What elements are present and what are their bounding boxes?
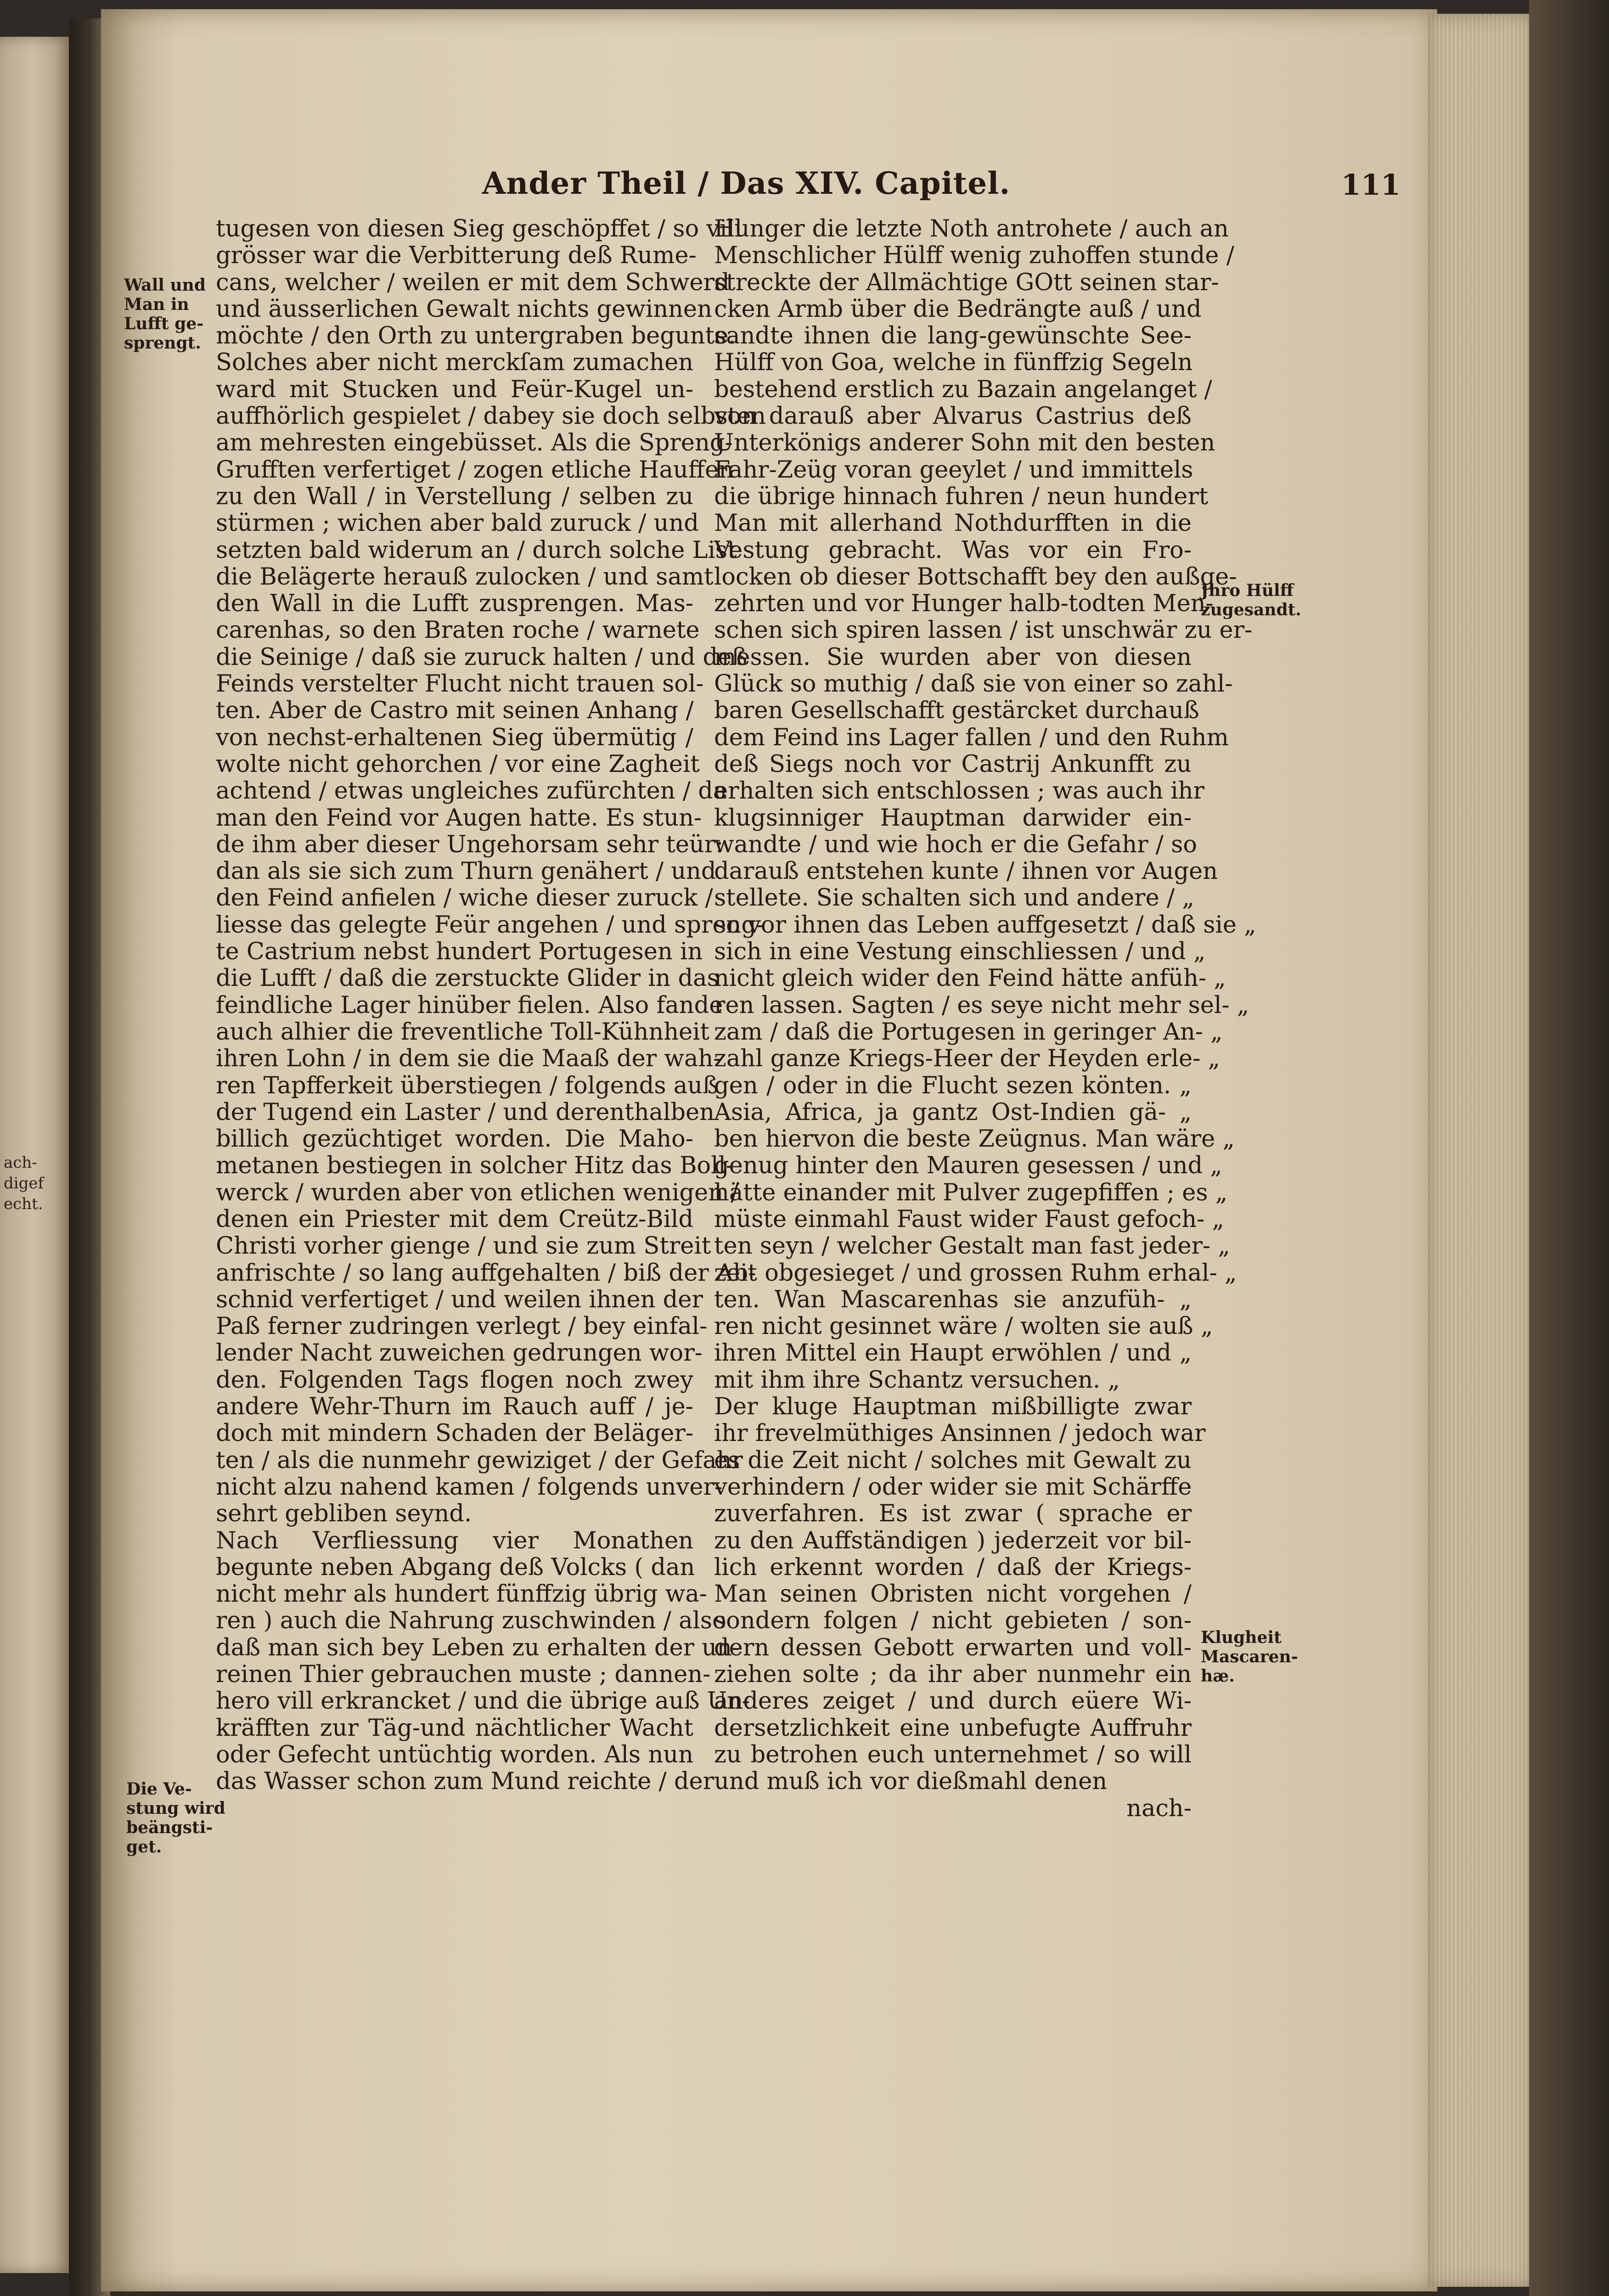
text-line: daß man sich bey Leben zu erhalten der un- — [216, 1634, 740, 1661]
text-line: man den Feind vor Augen hatte. Es stun- — [216, 804, 702, 832]
text-line: genug hinter den Mauren gesessen / und „ — [714, 1152, 1222, 1180]
text-line: die Belägerte herauß zulocken / und samt — [216, 563, 714, 591]
margin-note-line: Jhro Hülff — [1201, 581, 1294, 600]
text-line: reinen Thier gebrauchen muste ; dannen- — [216, 1661, 711, 1688]
text-line: setzten bald widerum an / durch solche List — [216, 536, 737, 564]
text-line: feindliche Lager hinüber fielen. Also fande — [216, 991, 723, 1019]
text-line: gen / oder in die Flucht sezen könten. „ — [714, 1072, 1192, 1099]
text-line: hätte einander mit Pulver zugepfiffen ; es „ — [714, 1179, 1228, 1206]
text-line: dan als sie sich zum Thurn genähert / und — [216, 858, 716, 885]
text-line: auch alhier die freventliche Toll-Kühnheit — [216, 1018, 710, 1046]
text-line: liesse das gelegte Feür angehen / und spreng- — [216, 911, 765, 939]
margin-note-wall — [124, 276, 206, 353]
text-line: den Feind anfielen / wiche dieser zuruck / — [216, 884, 713, 912]
text-line: darauß entstehen kunte / ihnen vor Augen — [714, 858, 1218, 885]
cover-shadow — [1529, 0, 1609, 2296]
text-line: deß Siegs noch vor Castrij Ankunfft zu — [714, 750, 1192, 778]
text-line: den. Folgenden Tags flogen noch zwey — [216, 1366, 693, 1394]
margin-note-line: get. — [126, 1837, 162, 1857]
text-line: streckte der Allmächtige GOtt seinen star- — [714, 269, 1219, 296]
margin-note-line: Lufft ge- — [124, 314, 204, 333]
text-line: und muß ich vor dießmahl denen — [714, 1768, 1108, 1795]
text-line: und äusserlichen Gewalt nichts gewinnen — [216, 295, 712, 323]
text-line: müste einmahl Faust wider Faust gefoch- „ — [714, 1205, 1224, 1233]
text-line: metanen bestiegen in solcher Hitz das Boll- — [216, 1152, 734, 1180]
text-line: zuverfahren. Es ist zwar ( sprache er — [714, 1500, 1192, 1528]
text-line: cans, welcher / weilen er mit dem Schwerd — [216, 269, 730, 296]
text-line: lender Nacht zuweichen gedrungen wor- — [216, 1339, 703, 1367]
text-line: hero vill erkrancket / und die übrige auß Un- — [216, 1688, 750, 1715]
text-line: zehrten und vor Hunger halb-todten Men- — [714, 590, 1214, 618]
text-line: Feinds verstelter Flucht nicht trauen sol- — [216, 670, 704, 698]
text-line: Paß ferner zudringen verlegt / bey einfal- — [216, 1313, 708, 1340]
text-line: es die Zeit nicht / solches mit Gewalt zu — [714, 1446, 1192, 1474]
text-line: Glück so muthig / daß sie von einer so zahl- — [714, 670, 1233, 698]
text-line: von darauß aber Alvarus Castrius deß — [714, 403, 1192, 430]
text-line: das Wasser schon zum Mund reichte / der — [216, 1768, 714, 1795]
text-line: dersetzlichkeit eine unbefugte Auffruhr — [714, 1714, 1192, 1742]
text-line: tugesen von diesen Sieg geschöpffet / so vill — [216, 215, 743, 242]
text-line: Nach Verfliessung vier Monathen — [216, 1527, 693, 1554]
text-line: von nechst-erhaltenen Sieg übermütig / — [216, 724, 693, 751]
text-line: baren Gesellschafft gestärcket durchauß — [714, 697, 1199, 725]
text-line: anfrischte / so lang auffgehalten / biß der Ab- — [216, 1259, 756, 1287]
text-line: ten. Wan Mascarenhas sie anzufüh- „ — [714, 1286, 1192, 1313]
text-line: zu betrohen euch unternehmet / so will — [714, 1741, 1192, 1768]
text-line: am mehresten eingebüsset. Als die Spreng- — [216, 429, 733, 457]
text-line: te Castrium nebst hundert Portugesen in — [216, 938, 703, 966]
text-line: anderes zeiget / und durch eüere Wi- — [714, 1688, 1192, 1715]
text-line: so vor ihnen das Leben auffgesetzt / daß sie „ — [714, 911, 1256, 939]
text-line: wandte / und wie hoch er die Gefahr / so — [714, 831, 1197, 858]
text-line: erhalten sich entschlossen ; was auch ihr — [714, 777, 1204, 805]
text-line: achtend / etwas ungleiches zufürchten / da — [216, 777, 727, 805]
text-line: Vestung gebracht. Was vor ein Fro- — [714, 536, 1192, 564]
text-line: die übrige hinnach fuhren / neun hundert — [714, 483, 1209, 510]
text-line: ten. Aber de Castro mit seinen Anhang / — [216, 697, 694, 725]
left-page-fragment: echt. — [4, 1195, 43, 1213]
text-line: zu den Auffständigen ) jederzeit vor bil- — [714, 1527, 1192, 1554]
text-line: Fahr-Zeüg voran geeylet / und immittels — [714, 456, 1193, 484]
margin-note-line: Man in — [124, 295, 189, 314]
text-line: kräfften zur Täg-und nächtlicher Wacht — [216, 1714, 693, 1742]
text-line: zahl ganze Kriegs-Heer der Heyden erle- „ — [714, 1045, 1220, 1073]
text-line: Unterkönigs anderer Sohn mit den besten — [714, 429, 1215, 457]
margin-note-line: Mascaren- — [1201, 1647, 1298, 1666]
text-line: ren lassen. Sagten / es seye nicht mehr sel- „ — [714, 991, 1249, 1019]
text-line: Hunger die letzte Noth antrohete / auch an — [714, 215, 1229, 242]
text-line: ihren Mittel ein Haupt erwöhlen / und „ — [714, 1339, 1192, 1367]
text-line: Menschlicher Hülff wenig zuhoffen stunde / — [714, 242, 1234, 270]
text-line: ziehen solte ; da ihr aber nunmehr ein — [714, 1661, 1192, 1688]
text-line: mit ihm ihre Schantz versuchen. „ — [714, 1366, 1120, 1394]
text-line: carenhas, so den Braten roche / warnete — [216, 617, 700, 644]
text-line: Man mit allerhand Nothdurfften in die — [714, 510, 1192, 537]
text-line: nicht gleich wider den Feind hätte anfüh- „ — [714, 965, 1226, 992]
text-line: schnid verfertiget / und weilen ihnen der — [216, 1286, 703, 1313]
text-line: Christi vorher gienge / und sie zum Streit — [216, 1232, 711, 1260]
left-page-fragment: digef — [4, 1174, 44, 1193]
header-title: Ander Theil / Das XIV. Capitel. — [482, 165, 1011, 201]
text-line: denen ein Priester mit dem Creütz-Bild — [216, 1205, 693, 1233]
text-line: Der kluge Hauptman mißbilligte zwar — [714, 1393, 1192, 1421]
text-line: der Tugend ein Laster / und derenthalben — [216, 1098, 714, 1126]
margin-note-klugheit — [1201, 1628, 1298, 1686]
text-line: Asia, Africa, ja gantz Ost-Indien gä- „ — [714, 1098, 1192, 1126]
text-line: nicht mehr als hundert fünffzig übrig wa- — [216, 1581, 707, 1608]
text-line: schen sich spiren lassen / ist unschwär zu er- — [714, 617, 1253, 644]
text-line: begunte neben Abgang deß Volcks ( dan — [216, 1553, 695, 1581]
text-line: lich erkennt worden / daß der Kriegs- — [714, 1553, 1192, 1581]
text-line: locken ob dieser Bottschafft bey den außge- — [714, 563, 1237, 591]
text-line: möchte / den Orth zu untergraben begunte. — [216, 322, 736, 350]
text-line: ren ) auch die Nahrung zuschwinden / also — [216, 1607, 726, 1635]
margin-note-line: beängsti- — [126, 1818, 213, 1837]
text-line: ten / als die nunmehr gewiziget / der Gefahr — [216, 1446, 743, 1474]
text-line: stürmen ; wichen aber bald zuruck / und — [216, 510, 699, 537]
text-line: ren Tapfferkeit überstiegen / folgends auß — [216, 1072, 719, 1099]
text-line: ward mit Stucken und Feür-Kugel un- — [216, 376, 693, 403]
margin-note-line: Wall und — [124, 276, 206, 295]
left-page-fragment: ach- — [4, 1154, 37, 1172]
text-line: sondern folgen / nicht gebieten / son- — [714, 1607, 1192, 1635]
page-stack-edges — [1428, 14, 1534, 2287]
text-line: die Lufft / daß die zerstuckte Glider in das — [216, 965, 719, 992]
text-line: zam / daß die Portugesen in geringer An- „ — [714, 1018, 1223, 1046]
text-line: zu den Wall / in Verstellung / selben zu — [216, 483, 693, 510]
text-line: andere Wehr-Thurn im Rauch auff / je- — [216, 1393, 693, 1421]
text-line: sehrt gebliben seynd. — [216, 1500, 472, 1528]
text-line: ren nicht gesinnet wäre / wolten sie auß „ — [714, 1313, 1213, 1340]
text-line: cken Armb über die Bedrängte auß / und — [714, 295, 1202, 323]
text-line: stellete. Sie schalten sich und andere / „ — [714, 884, 1194, 912]
text-line: ben hiervon die beste Zeügnus. Man wäre „ — [714, 1125, 1235, 1153]
text-line: doch mit mindern Schaden der Beläger- — [216, 1420, 693, 1447]
text-line: die Seinige / daß sie zuruck halten / und deß — [216, 643, 748, 671]
running-header — [482, 165, 1419, 207]
text-line: sandte ihnen die lang-gewünschte See- — [714, 322, 1192, 350]
margin-note-line: Klugheit — [1201, 1628, 1282, 1647]
text-line: Solches aber nicht merckſam zumachen — [216, 349, 693, 377]
margin-note-line: sprengt. — [124, 333, 201, 353]
text-line: dem Feind ins Lager fallen / und den Ruhm — [714, 724, 1229, 751]
text-line: zeit obgesieget / und grossen Ruhm erhal- „ — [714, 1259, 1237, 1287]
text-line: messen. Sie wurden aber von diesen — [714, 643, 1192, 671]
text-line: auffhörlich gespielet / dabey sie doch selbsten — [216, 403, 766, 430]
text-line: ten seyn / welcher Gestalt man fast jeder- „ — [714, 1232, 1230, 1260]
page-number: 111 — [1341, 168, 1401, 202]
margin-note-line: zugesandt. — [1201, 600, 1301, 619]
text-line: Man seinen Obristen nicht vorgehen / — [714, 1581, 1192, 1608]
margin-note-line: stung wird — [126, 1799, 225, 1818]
text-line: billich gezüchtiget worden. Die Maho- — [216, 1125, 693, 1153]
text-line: de ihm aber dieser Ungehorsam sehr teür: — [216, 831, 724, 858]
text-line: dern dessen Gebott erwarten und voll- — [714, 1634, 1192, 1661]
text-column-left — [216, 215, 766, 1795]
text-line: grösser war die Verbitterung deß Rume- — [216, 242, 697, 270]
margin-note-line: hæ. — [1201, 1666, 1235, 1686]
text-line: verhindern / oder wider sie mit Schärffe — [714, 1473, 1192, 1501]
text-line: nach- — [1126, 1795, 1192, 1822]
text-line: sich in eine Vestung einschliessen / und „ — [714, 938, 1206, 966]
left-page-edge — [0, 37, 73, 2273]
text-line: Grufften verfertiget / zogen etliche Hauffen — [216, 456, 734, 484]
margin-note-huelff — [1201, 581, 1301, 619]
margin-note-line: Die Ve- — [126, 1779, 192, 1799]
text-line: Hülff von Goa, welche in fünffzig Segeln — [714, 349, 1193, 377]
text-line: wolte nicht gehorchen / vor eine Zagheit — [216, 750, 700, 778]
text-line: den Wall in die Lufft zusprengen. Mas- — [216, 590, 693, 618]
text-line: ihren Lohn / in dem sie die Maaß der wah- — [216, 1045, 721, 1073]
text-line: klugsinniger Hauptman darwider ein- — [714, 804, 1192, 832]
text-line: bestehend erstlich zu Bazain angelanget / — [714, 376, 1212, 403]
text-line: oder Gefecht untüchtig worden. Als nun — [216, 1741, 693, 1768]
text-line: nicht alzu nahend kamen / folgends unver- — [216, 1473, 723, 1501]
text-line: ihr frevelmüthiges Ansinnen / jedoch war — [714, 1420, 1206, 1447]
text-line: werck / wurden aber von etlichen wenigen / — [216, 1179, 739, 1206]
margin-note-vestung — [126, 1779, 225, 1857]
